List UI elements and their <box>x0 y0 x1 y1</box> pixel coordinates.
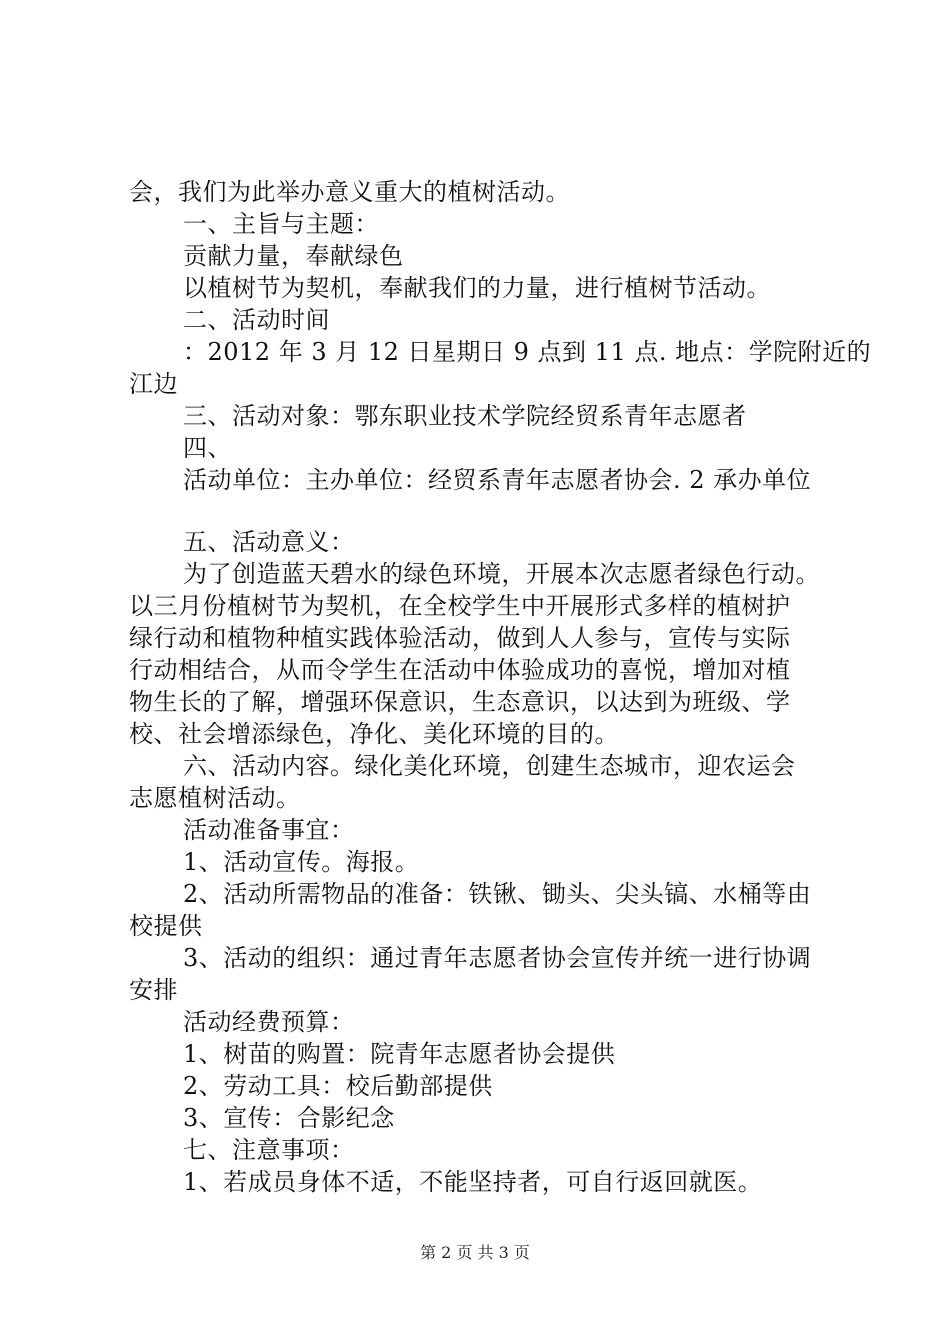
text-line: 江边 <box>129 370 178 398</box>
text-line: 安排 <box>129 976 178 1004</box>
text-line: 物生长的了解，增强环保意识，生态意识，以达到为班级、学 <box>129 688 791 716</box>
list-item: 3、活动的组织：通过青年志愿者协会宣传并统一进行协调 <box>183 944 812 972</box>
text-line: 校、社会增添绿色，净化、美化环境的目的。 <box>129 720 619 748</box>
subheading-preparation: 活动准备事宜： <box>183 816 355 844</box>
text-line: 志愿植树活动。 <box>129 784 301 812</box>
list-item: 2、活动所需物品的准备：铁锹、锄头、尖头镐、水桶等由 <box>183 880 812 908</box>
section-heading-participants: 三、活动对象：鄂东职业技术学院经贸系青年志愿者 <box>183 402 747 430</box>
text-line: 行动相结合，从而令学生在活动中体验成功的喜悦，增加对植 <box>129 656 791 684</box>
text-line: 以植树节为契机，奉献我们的力量，进行植树节活动。 <box>183 274 771 302</box>
text-line: 绿行动和植物种植实践体验活动，做到人人参与，宣传与实际 <box>129 624 791 652</box>
list-item: 1、若成员身体不适，不能坚持者，可自行返回就医。 <box>183 1168 763 1196</box>
text-line: 校提供 <box>129 912 203 940</box>
section-heading-purpose: 一、主旨与主题： <box>183 210 379 238</box>
text-line: 活动单位：主办单位：经贸系青年志愿者协会. 2 承办单位 <box>183 466 812 494</box>
document-body <box>129 176 872 1198</box>
list-item: 1、树苗的购置：院青年志愿者协会提供 <box>183 1040 616 1068</box>
text-line: 为了创造蓝天碧水的绿色环境，开展本次志愿者绿色行动。 <box>183 560 820 588</box>
section-heading-significance: 五、活动意义： <box>183 528 355 556</box>
list-item: 2、劳动工具：校后勤部提供 <box>183 1072 493 1100</box>
section-heading-notes: 七、注意事项： <box>183 1136 355 1164</box>
section-heading-content: 六、活动内容。绿化美化环境，创建生态城市，迎农运会 <box>183 752 796 780</box>
subheading-budget: 活动经费预算： <box>183 1008 355 1036</box>
list-item: 1、活动宣传。海报。 <box>183 848 420 876</box>
paragraph-gap <box>129 496 834 526</box>
list-item: 3、宣传：合影纪念 <box>183 1104 395 1132</box>
text-line: 以三月份植树节为契机，在全校学生中开展形式多样的植树护 <box>129 592 791 620</box>
text-line: 贡献力量，奉献绿色 <box>183 242 404 270</box>
text-line: ：2012 年 3 月 12 日星期日 9 点到 11 点. 地点：学院附近的 <box>183 338 872 366</box>
section-heading-time: 二、活动时间 <box>183 306 330 334</box>
text-line: 会，我们为此举办意义重大的植树活动。 <box>129 178 570 206</box>
page-number-footer: 第 2 页 共 3 页 <box>420 1243 530 1262</box>
section-heading-units: 四、 <box>183 434 232 462</box>
